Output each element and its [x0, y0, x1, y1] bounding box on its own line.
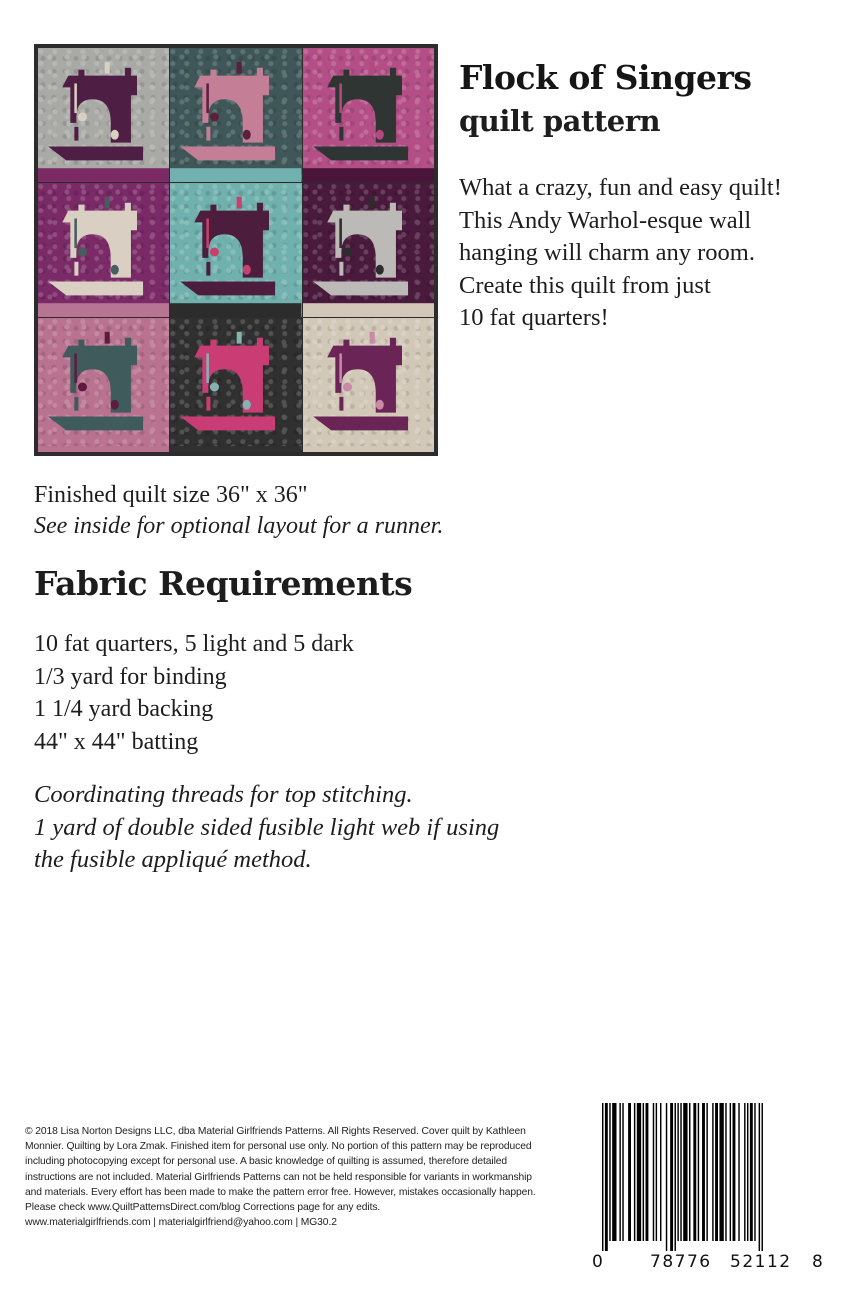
note-line: the fusible appliqué method. [34, 846, 312, 873]
quilt-cover-photo [34, 44, 438, 456]
legal-line: including photocopying except for personal use. A basic knowledge of quilting is assumed, therefore detailed [25, 1156, 508, 1168]
sewing-machine-icon [170, 48, 301, 182]
pattern-subtitle: quilt pattern [459, 104, 661, 138]
barcode-digits-left: 78776 [650, 1252, 712, 1272]
quilt-block [38, 48, 169, 182]
pattern-title: Flock of Singers [459, 58, 752, 97]
sewing-machine-icon [303, 318, 434, 452]
sewing-machine-icon [38, 48, 169, 182]
sewing-machine-icon [170, 318, 301, 452]
barcode-digit-check: 8 [812, 1252, 823, 1272]
quilt-block [303, 318, 434, 452]
finished-size-section [34, 480, 443, 542]
pattern-description [459, 172, 782, 335]
description-line: 10 fat quarters! [459, 304, 609, 331]
runner-note: See inside for optional layout for a runner. [34, 513, 444, 539]
barcode-digits-right: 52112 [730, 1252, 792, 1272]
sewing-machine-icon [303, 48, 434, 182]
sewing-machine-icon [38, 318, 169, 452]
requirement-item: 1 1/4 yard backing [34, 696, 214, 722]
requirement-item: 44" x 44" batting [34, 728, 199, 755]
description-line: This Andy Warhol-esque wall [459, 206, 752, 234]
legal-line: Monnier. Quilting by Lora Zmak. Finished item for personal use only. No portion of this pattern may be reproduced [25, 1141, 532, 1153]
legal-line: instructions are not included. Material Girlfriends Patterns can not be held responsible for variants in workmanship [25, 1171, 532, 1183]
fabric-requirements-heading: Fabric Requirements [34, 564, 413, 603]
sewing-machine-icon [170, 183, 301, 317]
sewing-machine-icon [303, 183, 434, 317]
copyright-notice [25, 1124, 585, 1230]
upc-barcode [590, 1100, 825, 1275]
legal-line: © 2018 Lisa Norton Designs LLC, dba Material Girlfriends Patterns. All Rights Reserved. Cover quilt by Kathleen [25, 1126, 526, 1137]
legal-line: and materials. Every effort has been made to make the pattern error free. However, mistakes occasionally happen. [25, 1186, 536, 1198]
requirement-item: 10 fat quarters, 5 light and 5 dark [34, 631, 354, 657]
description-line: What a crazy, fun and easy quilt! [459, 174, 782, 201]
supply-notes [34, 779, 499, 877]
quilt-block [38, 318, 169, 452]
quilt-block [170, 183, 301, 317]
sewing-machine-icon [38, 183, 169, 317]
legal-line: Please check www.QuiltPatternsDirect.com/blog Corrections page for any edits. [25, 1202, 381, 1214]
description-line: hanging will charm any room. [459, 239, 755, 266]
finished-size: Finished quilt size 36" x 36" [34, 482, 308, 508]
note-line: Coordinating threads for top stitching. [34, 781, 413, 808]
fabric-requirements-list [34, 628, 354, 758]
quilt-block [303, 48, 434, 182]
legal-line: www.materialgirlfriends.com | materialgirlfriend@yahoo.com | MG30.2 [25, 1217, 337, 1229]
barcode-digit-first: 0 [592, 1252, 603, 1272]
quilt-block [303, 183, 434, 317]
quilt-block [170, 48, 301, 182]
quilt-block [38, 183, 169, 317]
quilt-block [170, 318, 301, 452]
note-line: 1 yard of double sided fusible light web if using [34, 813, 500, 841]
requirement-item: 1/3 yard for binding [34, 663, 227, 690]
description-line: Create this quilt from just [459, 271, 711, 299]
